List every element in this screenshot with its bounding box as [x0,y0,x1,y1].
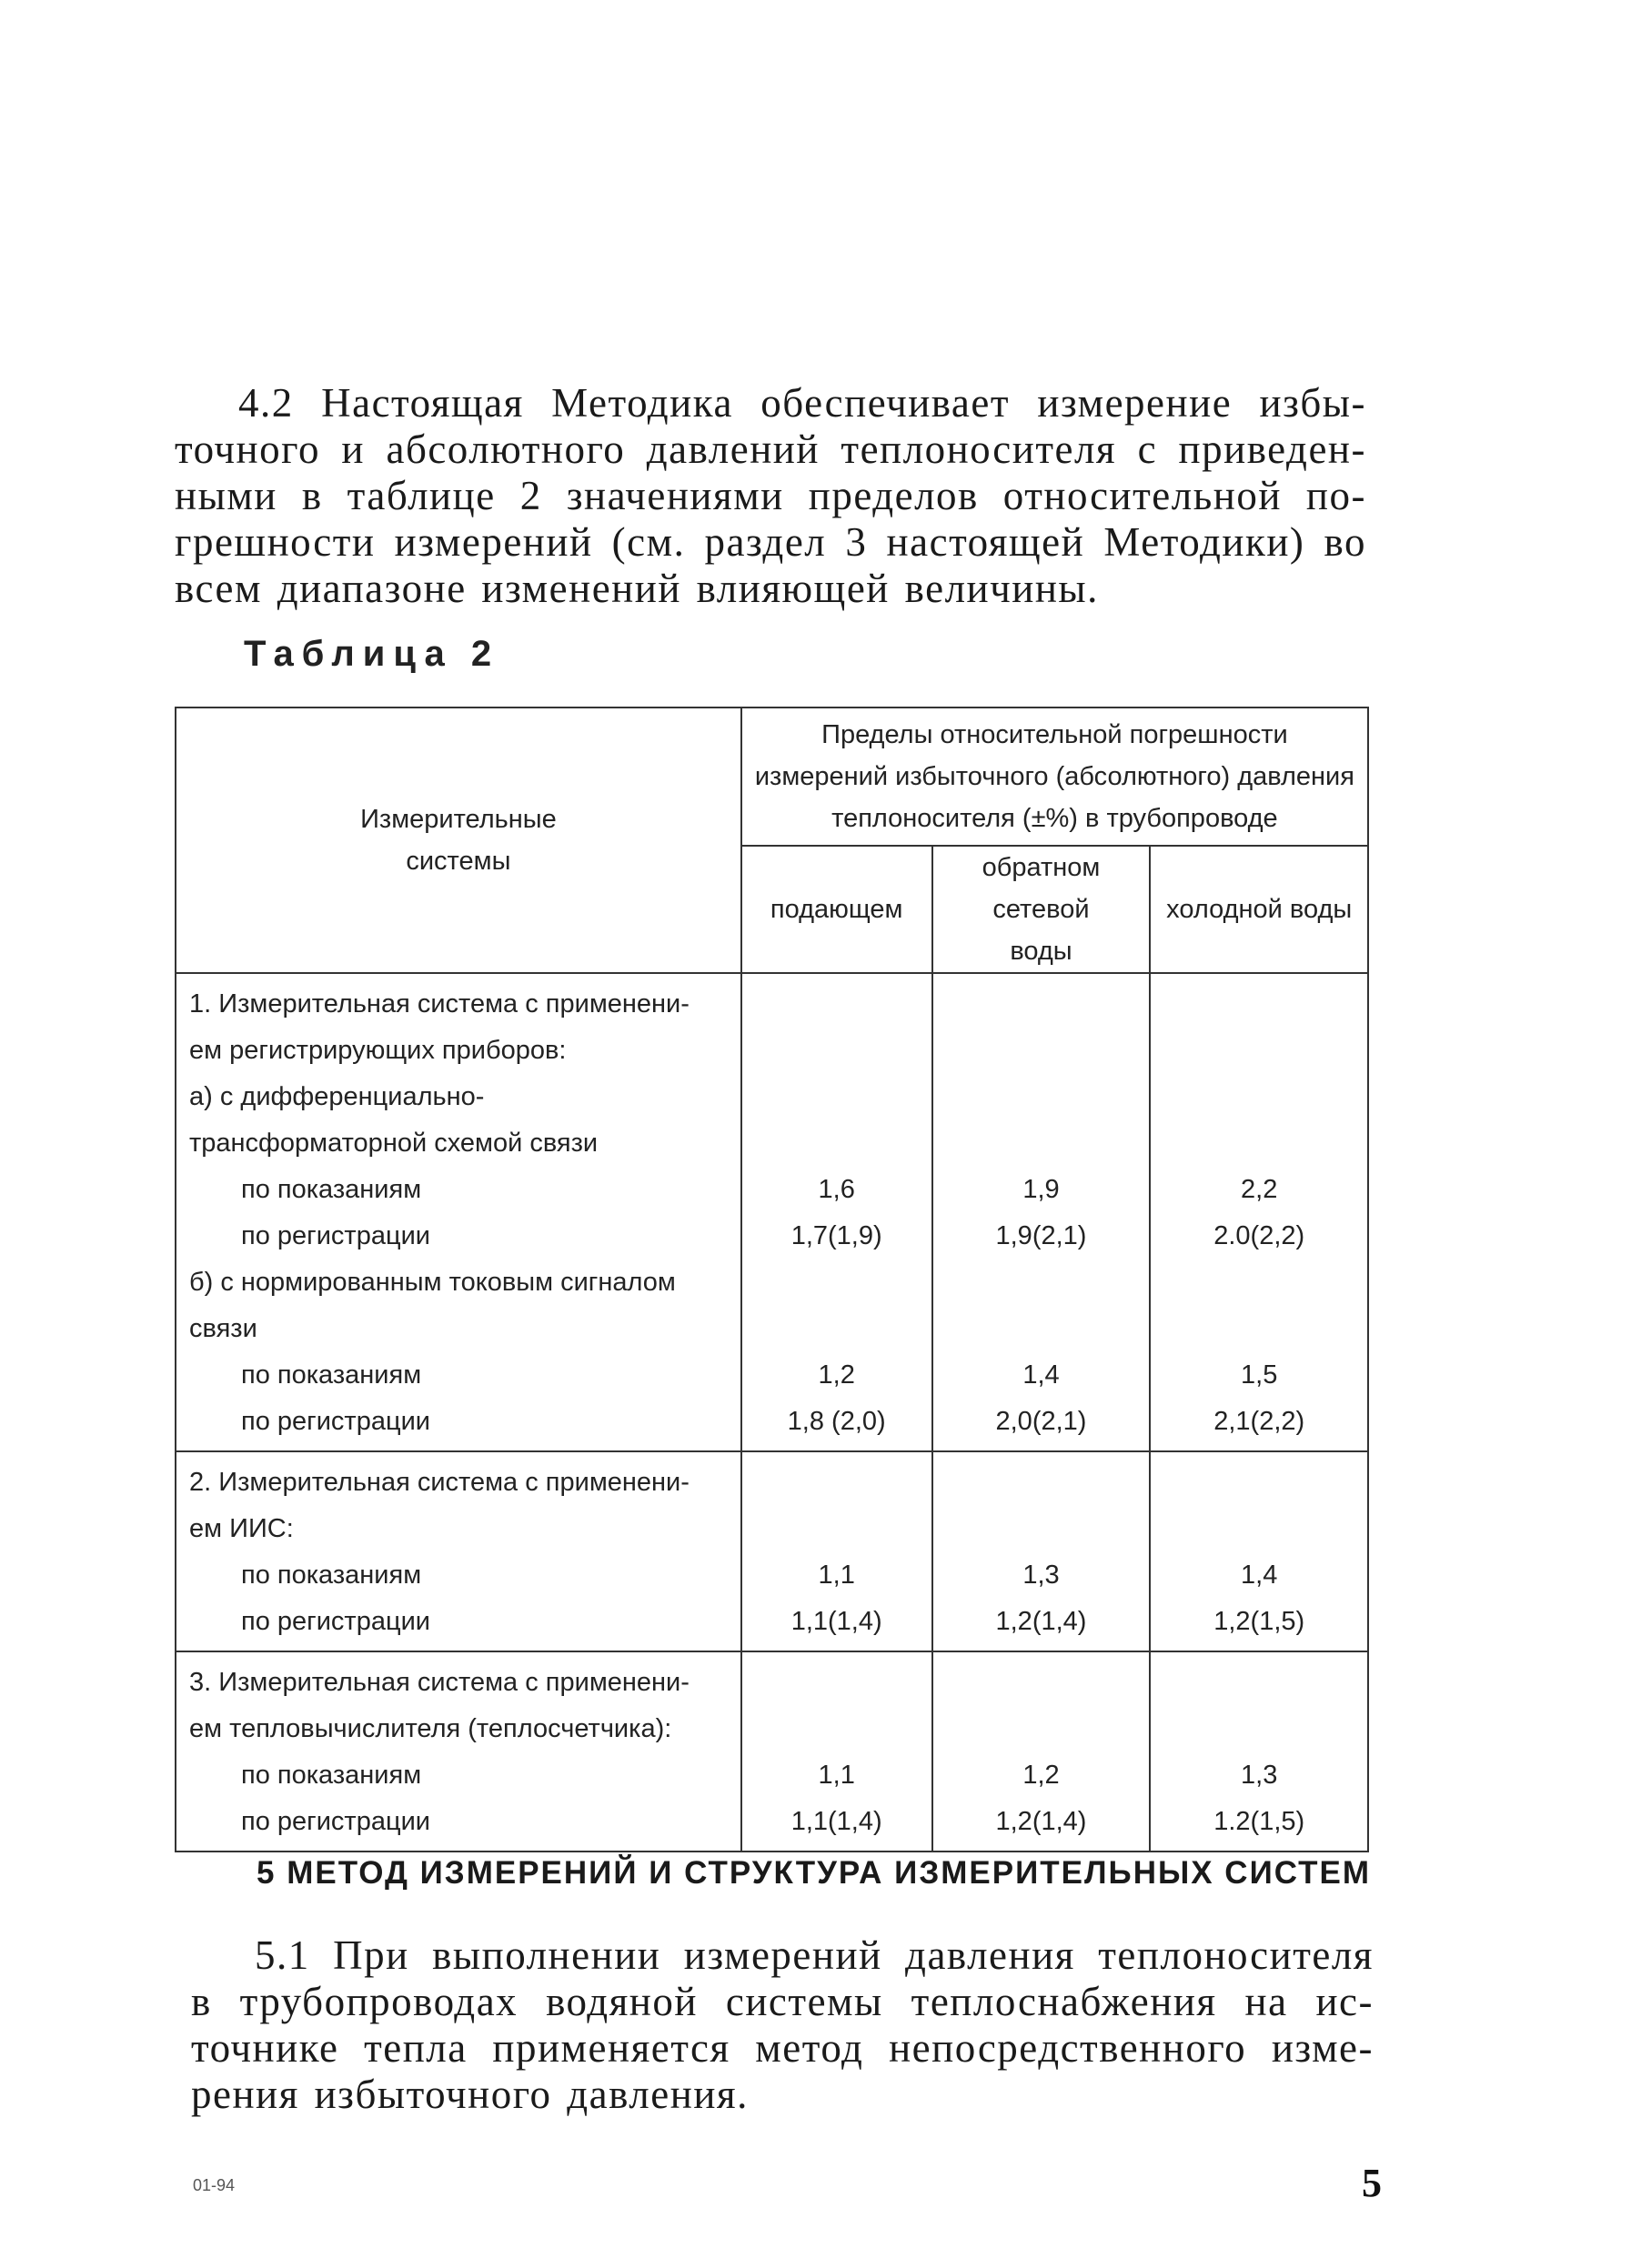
system-line: ем тепловычислителя (теплосчетчика): [189,1714,672,1743]
value: 1,7(1,9) [790,1221,882,1250]
value: 1.2(1,5) [1213,1807,1305,1836]
value: 1,8 (2,0) [787,1407,886,1436]
systems-header: Измерительные системы [176,707,741,973]
value [742,1120,931,1167]
system-line: по регистрации [241,1807,430,1836]
system-line: а) с дифференциально- [189,1082,485,1111]
value [1151,1120,1367,1167]
value-cell [741,1451,932,1651]
value: 1,2(1,5) [1213,1607,1305,1636]
system-line: по показаниям [241,1761,422,1790]
paragraph-line: рения избыточного давления. [191,2072,749,2117]
value-cell [1150,1651,1368,1852]
system-line: по регистрации [241,1407,430,1436]
value [933,1259,1150,1306]
paragraph-line: грешности измерений (см. раздел 3 настоящей Методики) во [175,519,1366,565]
value: 1,9 [1022,1175,1060,1204]
system-line: по показаниям [241,1360,422,1390]
system-line: трансформаторной схемой связи [189,1129,599,1158]
value [1151,981,1367,1028]
value [933,1120,1150,1167]
value-cell [932,1451,1151,1651]
value [742,1660,931,1706]
value: 2,1(2,2) [1213,1407,1305,1436]
value: 1,2 [818,1360,855,1390]
value [1151,1074,1367,1120]
value: 1,2 [1022,1761,1060,1790]
paragraph-5-1 [191,1932,1374,2118]
value-cell [932,973,1151,1451]
value [742,1506,931,1552]
value [933,981,1150,1028]
system-line: ем ИИС: [189,1514,294,1543]
system-line: б) с нормированным токовым сигналом [189,1268,676,1297]
page-number: 5 [1362,2161,1382,2205]
value [1151,1706,1367,1752]
value [742,1259,931,1306]
footer-code: 01-94 [193,2176,236,2194]
paragraph-line: точнике тепла применяется метод непосредственного изме- [191,2025,1374,2071]
table-row [176,973,1368,1451]
value [742,1074,931,1120]
value [1151,1259,1367,1306]
system-line: по регистрации [241,1607,430,1636]
section-heading: 5 МЕТОД ИЗМЕРЕНИЙ И СТРУКТУРА ИЗМЕРИТЕЛЬНЫХ СИСТЕМ [257,1855,1372,1891]
system-line: по показаниям [241,1561,422,1590]
value: 2.0(2,2) [1213,1221,1305,1250]
paragraph-line: точного и абсолютного давлений теплоносителя с приведен- [175,427,1366,472]
value: 1,2(1,4) [995,1607,1087,1636]
value: 2,0(2,1) [995,1407,1087,1436]
value-cell [1150,973,1368,1451]
value: 1,5 [1241,1360,1278,1390]
table-caption: Таблица 2 [244,634,500,674]
system-line: ем регистрирующих приборов: [189,1036,567,1065]
value [933,1460,1150,1506]
value-cell [932,1651,1151,1852]
value: 1,6 [818,1175,855,1204]
value [742,981,931,1028]
value: 1,3 [1241,1761,1278,1790]
value: 1,1(1,4) [790,1607,882,1636]
system-cell [176,973,741,1451]
value [1151,1028,1367,1074]
value: 1,4 [1241,1561,1278,1590]
value [742,1028,931,1074]
value [742,1306,931,1352]
system-cell [176,1651,741,1852]
table-row [176,1451,1368,1651]
system-line: по регистрации [241,1221,430,1250]
value [1151,1306,1367,1352]
table-body [176,973,1368,1852]
limits-header: Пределы относительной погрешности измерений избыточного (абсолютного) давления теплоносителя (±%) в трубопроводе [741,707,1368,846]
system-line: 2. Измерительная система с применени- [189,1468,690,1497]
value-cell [1150,1451,1368,1651]
paragraph-line: 4.2 Настоящая Методика обеспечивает измерение избы- [238,380,1366,426]
paragraph-line: всем диапазоне изменений влияющей величины. [175,566,1099,611]
value-cell [741,973,932,1451]
system-line: 1. Измерительная система с применени- [189,989,690,1019]
value [742,1460,931,1506]
system-line: по показаниям [241,1175,422,1204]
system-line: связи [189,1314,257,1343]
value: 1,1 [818,1561,855,1590]
paragraph-line: в трубопроводах водяной системы теплоснабжения на ис- [191,1979,1374,2024]
value: 1,1(1,4) [790,1807,882,1836]
value [933,1506,1150,1552]
value: 2,2 [1241,1175,1278,1204]
value [742,1706,931,1752]
value [1151,1460,1367,1506]
value [1151,1506,1367,1552]
system-cell [176,1451,741,1651]
paragraph-line: 5.1 При выполнении измерений давления теплоносителя [255,1932,1374,1978]
column-header: холодной воды [1150,846,1368,973]
value [933,1028,1150,1074]
value [933,1660,1150,1706]
table-row [176,1651,1368,1852]
system-line: 3. Измерительная система с применени- [189,1668,690,1697]
paragraph-line: ными в таблице 2 значениями пределов относительной по- [175,473,1366,518]
value: 1,9(2,1) [995,1221,1087,1250]
value [933,1706,1150,1752]
value: 1,1 [818,1761,855,1790]
value [1151,1660,1367,1706]
value: 1,2(1,4) [995,1807,1087,1836]
paragraph-4-2 [175,380,1366,612]
value-cell [741,1651,932,1852]
value [933,1306,1150,1352]
value: 1,4 [1022,1360,1060,1390]
column-header: обратном сетевой воды [932,846,1151,973]
column-header: подающем [741,846,932,973]
value [933,1074,1150,1120]
value: 1,3 [1022,1561,1060,1590]
error-limits-table [175,707,1369,1852]
